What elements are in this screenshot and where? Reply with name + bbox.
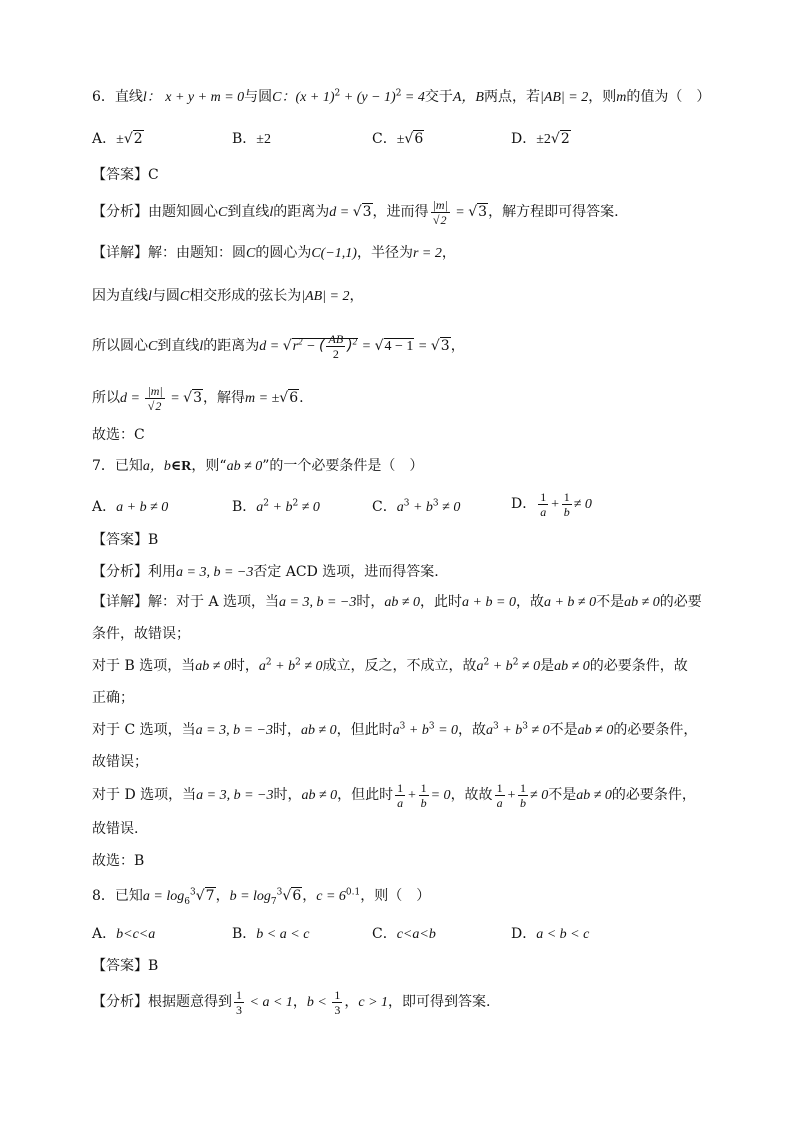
- exponent: 2: [298, 336, 303, 347]
- text: ，此时: [420, 594, 463, 610]
- option-label: A．: [92, 926, 117, 942]
- radicand: 4 − 1: [384, 339, 414, 354]
- answer-tag: 【答案】: [92, 532, 148, 548]
- radicand: [292, 332, 359, 362]
- text: 相交形成的弦长为: [189, 288, 302, 304]
- option-label: C．: [372, 926, 397, 942]
- q7-answer: [92, 530, 708, 550]
- text: 否定 ACD 选项，进而得答案.: [253, 564, 439, 580]
- equation: a = log: [142, 889, 185, 904]
- text: 时，: [273, 787, 302, 803]
- text: 利用: [148, 564, 176, 580]
- text: ，进而得: [372, 204, 429, 220]
- detail-tag: 【详解】: [92, 594, 148, 610]
- text: ，: [450, 338, 465, 354]
- radicand: 2: [155, 398, 162, 413]
- equation: a = 3, b = −3: [279, 595, 357, 610]
- radicand: 6: [414, 131, 424, 147]
- term: a: [258, 659, 266, 674]
- term: a: [256, 500, 264, 515]
- condition: ab ≠ 0: [226, 459, 263, 474]
- term: + b: [498, 723, 523, 738]
- denominator: √2: [147, 398, 162, 413]
- text: 时，: [230, 658, 259, 674]
- text: 解：由题知：圆: [148, 245, 246, 261]
- term: + b: [269, 500, 293, 515]
- numerator: |m|: [432, 197, 448, 212]
- chord-length: |AB| = 2: [301, 289, 350, 304]
- radicand: 3: [440, 338, 450, 354]
- exponent: 2: [295, 657, 301, 668]
- exponent: 2: [263, 498, 270, 509]
- q6-line-equation: x + y + m = 0: [165, 90, 245, 105]
- q6-detail-1: [92, 243, 708, 264]
- option-label: B．: [232, 926, 257, 942]
- q7-option-d: [511, 486, 592, 522]
- text: 的必要条件，: [613, 722, 698, 738]
- fraction: [495, 782, 505, 809]
- q7-choose: [92, 851, 708, 871]
- exponent: 0.1: [345, 887, 361, 898]
- option-value: ±2: [536, 132, 551, 147]
- q8-stem: [92, 886, 708, 907]
- q6-option-b: [232, 129, 271, 150]
- equation: ab ≠ 0: [301, 788, 338, 803]
- sqrt: √7: [195, 888, 215, 904]
- q6-circle-term-x: (x + 1): [295, 90, 335, 105]
- symbol: l: [148, 289, 152, 304]
- denominator: b: [420, 795, 427, 810]
- inequality: b <: [306, 995, 331, 1010]
- option-value: a < b < c: [536, 927, 590, 942]
- text: 的必要条件，: [611, 787, 696, 803]
- term: ≠ 0: [530, 788, 549, 803]
- answer-tag: 【答案】: [92, 167, 148, 183]
- q8-answer: [92, 956, 708, 976]
- q8-option-c: [372, 924, 436, 945]
- fraction: [234, 989, 244, 1016]
- option-label: D．: [511, 926, 537, 942]
- text: ”的一个必要条件是（ ）: [262, 458, 424, 474]
- q6-detail-4: [92, 380, 708, 416]
- text: 的必要: [659, 594, 702, 610]
- denominator: 3: [334, 1002, 341, 1017]
- term: ≠ 0: [300, 659, 323, 674]
- inequality: < a < 1: [246, 995, 293, 1010]
- numerator: 1: [496, 780, 503, 795]
- q7-option-b: [232, 492, 320, 522]
- text: 的距离为: [273, 204, 330, 220]
- equation: ab ≠ 0: [554, 659, 590, 674]
- log-base: 6: [184, 896, 190, 907]
- term: ≠ 0: [298, 500, 320, 515]
- q6-option-c: [372, 129, 424, 150]
- equation: ab ≠ 0: [576, 788, 612, 803]
- equation: a + b ≠ 0: [543, 595, 597, 610]
- fraction: [538, 491, 548, 518]
- exponent: 3: [432, 498, 439, 509]
- denominator: a: [540, 504, 547, 519]
- q6-stem-text: 6．直线: [92, 89, 143, 105]
- text: .: [299, 390, 304, 406]
- center-point: C(−1,1): [311, 246, 357, 261]
- radicand: 3: [478, 204, 488, 220]
- option-value: c<a<b: [396, 927, 436, 942]
- option-value: b<c<a: [116, 927, 156, 942]
- set-real: ∈R: [170, 459, 192, 474]
- text: 由题知圆心: [148, 204, 218, 220]
- equation: d =: [120, 391, 144, 406]
- text: ，则（ ）: [360, 888, 431, 904]
- term: ≠ 0: [527, 723, 550, 738]
- term: = 0: [430, 788, 451, 803]
- option-label: C．: [372, 499, 397, 515]
- text: ，解得: [203, 390, 246, 406]
- option-label: D．: [511, 131, 537, 147]
- fraction: [145, 385, 164, 412]
- symbol: C: [218, 205, 228, 220]
- q7-detail-3a: [92, 720, 708, 741]
- log-base: 7: [270, 896, 277, 907]
- text: 对于 B 选项，当: [92, 658, 196, 674]
- term: ≠ 0: [573, 497, 592, 512]
- text: 的距离为: [203, 338, 260, 354]
- exponent: 3: [399, 721, 406, 732]
- exponent: 2: [512, 657, 519, 668]
- q6-exponent: 2: [334, 88, 341, 99]
- text: ，则“: [191, 458, 227, 474]
- equation: a + b = 0: [462, 595, 516, 610]
- denominator: √2: [432, 212, 447, 227]
- numerator: 1: [563, 489, 570, 504]
- open-paren: (: [319, 338, 325, 354]
- exponent: 3: [522, 721, 528, 732]
- exponent: 3: [428, 721, 435, 732]
- q7-analysis: [92, 562, 708, 583]
- text: ，即可得到答案.: [388, 994, 491, 1010]
- option-value: b < a < c: [256, 927, 310, 942]
- text: ，解方程即可得答案.: [488, 204, 619, 220]
- plus: +: [550, 497, 560, 512]
- q6-exponent: 2: [395, 88, 402, 99]
- term: a: [396, 500, 404, 515]
- text: 故错误；: [92, 754, 148, 770]
- option-label: D．: [511, 496, 537, 512]
- analysis-tag: 【分析】: [92, 564, 148, 580]
- final-choice: 故选：C: [92, 427, 145, 443]
- analysis-tag: 【分析】: [92, 204, 148, 220]
- option-label: A．: [92, 131, 117, 147]
- text: 8．已知: [92, 888, 143, 904]
- sqrt: √4 − 1: [374, 338, 414, 354]
- detail-tag: 【详解】: [92, 245, 148, 261]
- equals: =: [358, 339, 375, 354]
- numerator: 1: [520, 780, 527, 795]
- numerator: |m|: [147, 383, 163, 398]
- text: 与圆: [151, 288, 180, 304]
- q6-answer: [92, 165, 708, 185]
- close-paren: ): [347, 338, 353, 354]
- equation: a = 3, b = −3: [196, 788, 274, 803]
- exponent: 2: [352, 336, 358, 347]
- q6-m: m: [616, 90, 627, 105]
- q7-detail-1a: [92, 592, 708, 613]
- equation: a = 3, b = −3: [195, 723, 273, 738]
- exponent: 3: [403, 498, 410, 509]
- text: 成立，反之，不成立，故: [322, 658, 477, 674]
- fraction: [518, 782, 528, 809]
- q6-stem-text: 两点，若: [483, 89, 540, 105]
- final-choice: 故选：B: [92, 853, 145, 869]
- radicand: 2: [560, 131, 570, 147]
- equals: =: [166, 391, 184, 406]
- text: 7．已知: [92, 458, 143, 474]
- q6-analysis: [92, 197, 708, 227]
- q6-circle-term-y: (y − 1): [356, 90, 396, 105]
- answer-tag: 【答案】: [92, 958, 148, 974]
- symbol: C: [148, 339, 158, 354]
- q7-option-a: [92, 492, 168, 522]
- sqrt: √3: [430, 338, 450, 354]
- text: 时，: [272, 722, 301, 738]
- numerator: 1: [236, 987, 242, 1002]
- radicand: 6: [289, 390, 299, 406]
- plus: +: [506, 788, 517, 803]
- answer-value: B: [148, 958, 159, 974]
- q6-circle-radius: = 4: [401, 90, 425, 105]
- q8-option-a: [92, 924, 155, 945]
- term: + b: [405, 723, 429, 738]
- denominator: 3: [236, 1002, 242, 1017]
- q6-stem: [92, 87, 711, 108]
- q8-option-d: [511, 924, 589, 945]
- denominator: b: [520, 795, 527, 810]
- radicand: 7: [205, 888, 215, 904]
- sqrt: $√r^2$ − ( $\frac{AB}{2}$ )$^2$: [282, 332, 358, 362]
- q6-line-symbol: l：: [142, 90, 161, 105]
- plus: +: [407, 788, 417, 803]
- denominator: b: [563, 504, 570, 519]
- radicand: 3: [362, 204, 372, 220]
- text: ，: [349, 288, 364, 304]
- numerator: 1: [397, 780, 404, 795]
- text: ，: [344, 994, 359, 1010]
- text: ，: [215, 888, 230, 904]
- text: 时，: [356, 594, 385, 610]
- text: ，但此时: [336, 722, 393, 738]
- radius: r = 2: [412, 246, 442, 261]
- answer-value: C: [148, 167, 159, 183]
- equation: c = 6: [316, 889, 346, 904]
- term: + b: [271, 659, 296, 674]
- equation: ab ≠ 0: [195, 659, 231, 674]
- sqrt: √3: [183, 390, 203, 406]
- text: ，半径为: [356, 245, 413, 261]
- q7-detail-1b: [92, 624, 708, 644]
- option-label: C．: [372, 131, 397, 147]
- equals: =: [451, 205, 469, 220]
- text: 所以: [92, 390, 120, 406]
- exponent: 3: [493, 721, 499, 732]
- q6-detail-2: [92, 286, 708, 307]
- text: 到直线: [227, 204, 270, 220]
- term: + b: [409, 500, 433, 515]
- minus: −: [302, 339, 320, 354]
- denominator: 2: [332, 347, 339, 362]
- symbol: C: [179, 289, 190, 304]
- q7-detail-2a: [92, 656, 708, 677]
- text: ，: [292, 994, 307, 1010]
- text: 是: [540, 658, 555, 674]
- exponent: 2: [265, 657, 272, 668]
- symbol: l: [269, 205, 274, 220]
- fraction: [395, 782, 405, 809]
- text: 的必要条件，故: [589, 658, 688, 674]
- text: 根据题意得到: [148, 994, 232, 1010]
- term: + b: [489, 659, 513, 674]
- term: ≠ 0: [438, 500, 461, 515]
- text: 对于 C 选项，当: [92, 722, 196, 738]
- text: 正确；: [92, 690, 134, 706]
- q6-option-d: [511, 129, 571, 150]
- variables: a，b: [142, 459, 171, 474]
- q6-stem-text: 的值为（ ）: [626, 89, 711, 105]
- sqrt: √3: [352, 204, 372, 220]
- radicand: 3: [193, 390, 203, 406]
- equation: ab ≠ 0: [384, 595, 421, 610]
- root-index: 3: [276, 887, 283, 898]
- text: ，: [441, 245, 456, 261]
- term: a: [486, 723, 494, 738]
- exponent: 2: [483, 657, 490, 668]
- q6-stem-text: ，则: [588, 89, 617, 105]
- radicand: 2: [133, 131, 143, 147]
- option-label: B．: [232, 131, 257, 147]
- equation: m = ±: [245, 391, 280, 406]
- text: ，故: [458, 722, 487, 738]
- exponent: 2: [292, 498, 299, 509]
- text: 不是: [548, 787, 577, 803]
- option-value: ±: [396, 132, 405, 147]
- fraction: [332, 989, 342, 1016]
- q6-plus: +: [340, 90, 357, 105]
- sqrt: √2: [550, 131, 570, 147]
- denominator: a: [397, 795, 404, 810]
- q7-option-c: [372, 492, 460, 522]
- equation: ab ≠ 0: [624, 595, 660, 610]
- option-value: a + b ≠ 0: [116, 500, 169, 515]
- radicand: 6: [292, 888, 302, 904]
- text: ，但此时: [337, 787, 394, 803]
- equation: ab ≠ 0: [577, 723, 614, 738]
- option-label: A．: [92, 499, 117, 515]
- option-value: ±: [116, 132, 124, 147]
- q7-detail-3b: [92, 752, 708, 772]
- analysis-tag: 【分析】: [92, 994, 148, 1010]
- option-label: B．: [232, 499, 257, 515]
- fraction: [431, 199, 450, 226]
- symbol: C: [246, 246, 256, 261]
- text: 因为直线: [92, 288, 148, 304]
- text: ，: [302, 888, 317, 904]
- equation: ab ≠ 0: [300, 723, 337, 738]
- equation: b = log: [229, 889, 271, 904]
- text: 故错误.: [92, 821, 139, 837]
- numerator: 1: [420, 780, 427, 795]
- sqrt: √2: [123, 131, 143, 147]
- q6-detail-3: [92, 328, 708, 364]
- q6-circle-symbol: C：: [272, 90, 296, 105]
- q7-detail-4b: [92, 819, 708, 839]
- sqrt: √6: [282, 888, 302, 904]
- text: 不是: [549, 722, 578, 738]
- radicand: 2: [440, 212, 447, 227]
- text: 到直线: [157, 338, 200, 354]
- fraction: [326, 333, 345, 360]
- text: 的圆心为: [255, 245, 312, 261]
- numerator: AB: [328, 332, 344, 347]
- numerator: 1: [334, 987, 341, 1002]
- term: a: [476, 659, 484, 674]
- q6-chord-length: |AB| = 2: [539, 90, 589, 105]
- text: 条件，故错误；: [92, 626, 190, 642]
- equation: d =: [329, 205, 353, 220]
- sqrt: √6: [404, 131, 424, 147]
- equals: =: [414, 339, 431, 354]
- symbol: l: [199, 339, 204, 354]
- fraction: [562, 491, 572, 518]
- q8-analysis: [92, 984, 708, 1020]
- q6-points: A，B: [452, 90, 484, 105]
- sqrt: √3: [468, 204, 488, 220]
- q7-stem: [92, 456, 708, 477]
- answer-value: B: [148, 532, 159, 548]
- numerator: 1: [540, 489, 547, 504]
- text: ，故故: [450, 787, 493, 803]
- q7-detail-4a: [92, 778, 708, 812]
- option-value: ±2: [256, 132, 271, 147]
- term: ≠ 0: [518, 659, 541, 674]
- denominator: a: [496, 795, 503, 810]
- equation: d =: [259, 339, 283, 354]
- text: 对于 D 选项，当: [92, 787, 197, 803]
- q6-stem-text: 交于: [424, 89, 453, 105]
- symbol: r: [292, 339, 299, 354]
- q6-option-a: [92, 129, 144, 150]
- text: 不是: [596, 594, 625, 610]
- q6-choose: [92, 425, 708, 445]
- root-index: 3: [190, 887, 196, 898]
- q8-option-b: [232, 924, 309, 945]
- text: 解：对于 A 选项，当: [148, 594, 280, 610]
- text: 所以圆心: [92, 338, 148, 354]
- text: ，故: [515, 594, 544, 610]
- term: a: [392, 723, 400, 738]
- term: = 0: [434, 723, 459, 738]
- q6-stem-text: 与圆: [244, 89, 273, 105]
- sqrt: √6: [279, 390, 299, 406]
- q7-detail-2b: [92, 688, 708, 708]
- equation: a = 3, b = −3: [176, 565, 254, 580]
- inequality: c > 1: [358, 995, 389, 1010]
- fraction: [419, 782, 429, 809]
